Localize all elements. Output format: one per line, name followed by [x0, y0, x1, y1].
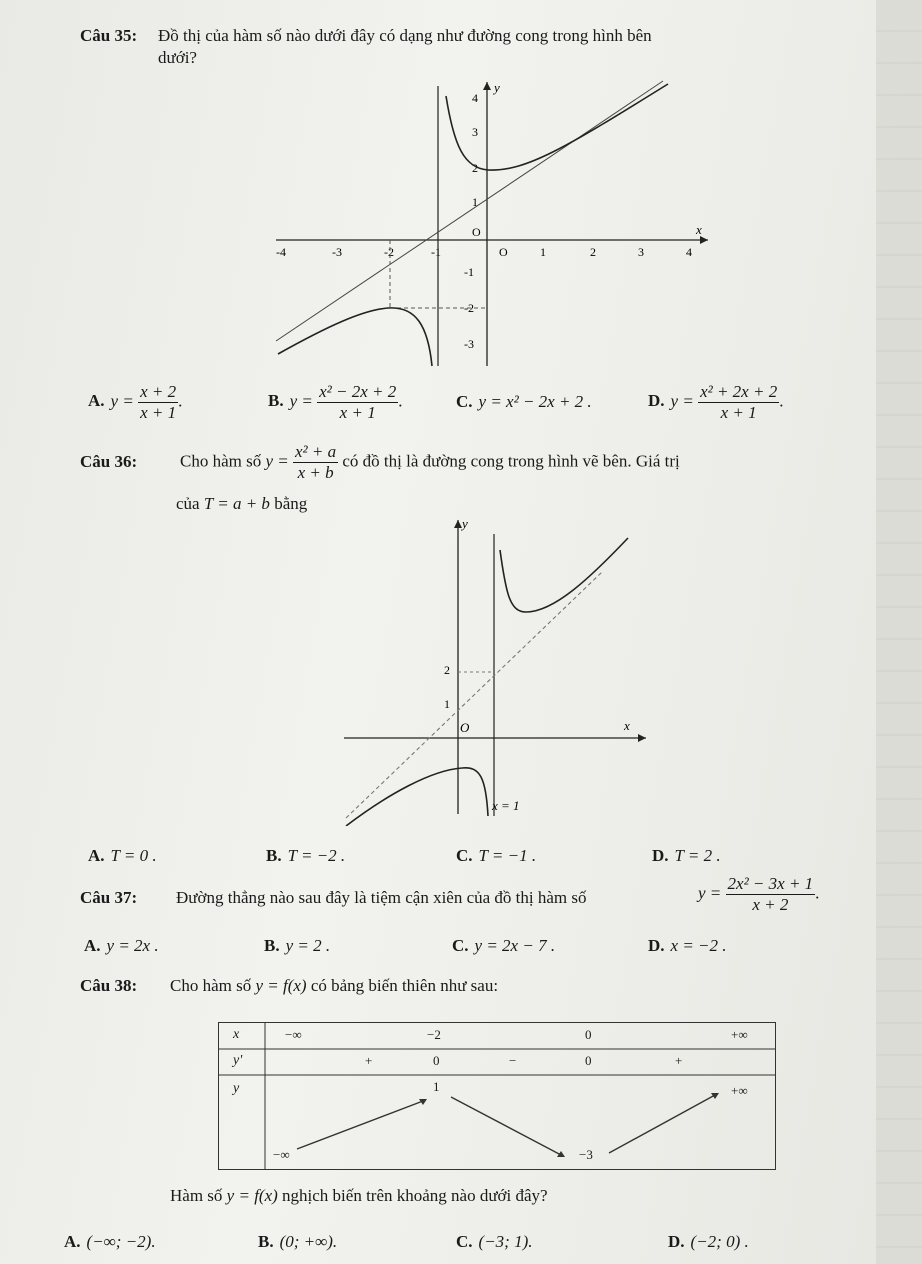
q35-xtick: -2 — [384, 245, 394, 259]
q36-option-c[interactable]: C. T = −1 . — [456, 846, 537, 865]
q38-label: Câu 38: — [80, 976, 138, 995]
q36-graph — [340, 514, 660, 826]
q36-x-arrow — [638, 734, 646, 742]
q35-ytick: -3 — [464, 337, 474, 351]
q35-y-ticks — [464, 91, 481, 351]
q35-xtick: -3 — [332, 245, 342, 259]
q35-xtick: 2 — [590, 245, 596, 259]
q36-tick-2: 2 — [444, 663, 450, 677]
row-label-yprime: y' — [233, 1053, 243, 1068]
q37-option-b[interactable]: B. y = 2 . — [264, 936, 331, 955]
sign: + — [365, 1053, 373, 1068]
y-value: −3 — [579, 1147, 593, 1162]
q35-option-d[interactable]: D. y = $\frac{\text{x² + 2x + 2}}{x + 1}$ . — [648, 382, 784, 422]
q38-text: Cho hàm số y = f(x) có bảng biến thiên như sau: — [170, 976, 499, 995]
q36-y-arrow — [454, 520, 462, 528]
q35-ytick: O — [472, 225, 481, 239]
q35-ytick: 4 — [472, 91, 478, 105]
q37-option-a[interactable]: A. y = 2x . — [84, 936, 159, 955]
q35-label: Câu 35: — [80, 26, 138, 45]
q36-label: Câu 36: — [80, 452, 138, 471]
q37-option-d[interactable]: D. x = −2 . — [648, 936, 727, 955]
sign: 0 — [585, 1053, 592, 1068]
arrow-increase — [297, 1101, 423, 1149]
q38-option-c[interactable]: C. (−3; 1). — [456, 1232, 533, 1251]
q35-curve-left — [278, 308, 432, 366]
q36-tick-1: 1 — [444, 697, 450, 711]
q37-option-c[interactable]: C. y = 2x − 7 . — [452, 936, 556, 955]
y-value: +∞ — [731, 1083, 748, 1098]
q35-xtick: 4 — [686, 245, 692, 259]
q35-ytick: 3 — [472, 125, 478, 139]
q38-question: Hàm số y = f(x) nghịch biến trên khoảng nào dưới đây? — [170, 1186, 548, 1205]
q35-xtick: 1 — [540, 245, 546, 259]
y-value: −∞ — [273, 1147, 290, 1162]
arrow-increase — [609, 1095, 715, 1153]
q35-xtick: 3 — [638, 245, 644, 259]
q35-ytick: -2 — [464, 301, 474, 315]
q35-xtick: -4 — [276, 245, 286, 259]
x-value: −∞ — [285, 1027, 302, 1042]
q35-text-line2: dưới? — [158, 48, 197, 67]
q35-x-label: x — [696, 222, 702, 237]
q36-origin: O — [460, 720, 470, 735]
sign: − — [509, 1053, 517, 1068]
q36-oblique-asymptote — [346, 572, 602, 818]
q35-graph — [268, 76, 728, 368]
q35-y-arrow — [483, 82, 491, 90]
q35-option-b[interactable]: B. y = $\frac{\text{x² − 2x + 2}}{x + 1}$ . — [268, 382, 403, 422]
q35-x-ticks — [276, 245, 692, 259]
q35-curve-right — [446, 84, 668, 170]
q35-x-arrow — [700, 236, 708, 244]
q35-option-c[interactable]: C. y = x² − 2x + 2 . — [456, 392, 592, 411]
q36-y-label: y — [462, 516, 468, 531]
q35-text: Đồ thị của hàm số nào dưới đây có dạng như đường cong trong hình bên — [158, 26, 652, 45]
variation-table-grid — [219, 1023, 775, 1169]
x-value: +∞ — [731, 1027, 748, 1042]
row-label-x: x — [233, 1027, 240, 1042]
q36-text-line2: của T = a + b bằng — [176, 494, 308, 513]
page-edge — [876, 0, 922, 1264]
q35-y-label: y — [494, 80, 500, 95]
q36-text: Cho hàm số y = $\frac{\text{x² + a}}{x + b}$ có đồ thị là đường cong trong hình vẽ bên. Giá trị — [180, 442, 680, 482]
q35-ytick: 1 — [472, 195, 478, 209]
q38-option-a[interactable]: A. (−∞; −2). — [64, 1232, 156, 1251]
q36-asymptote-label: x = 1 — [492, 798, 520, 813]
q35-xtick: O — [499, 245, 508, 259]
q37-function: y = $\frac{\text{2x² − 3x + 1}}{x + 2}$ . — [698, 874, 820, 914]
x-value: 0 — [585, 1027, 592, 1042]
q36-curve-right — [500, 538, 628, 612]
q35-ytick: 2 — [472, 161, 478, 175]
x-value: −2 — [427, 1027, 441, 1042]
row-label-y: y — [233, 1081, 240, 1096]
y-value: 1 — [433, 1079, 440, 1094]
sign: 0 — [433, 1053, 440, 1068]
arrow-decrease — [451, 1097, 561, 1155]
sign: + — [675, 1053, 683, 1068]
q35-option-a[interactable]: A. y = $\frac{x + 2}{x + 1}$ . — [88, 382, 183, 422]
q36-option-a[interactable]: A. T = 0 . — [88, 846, 157, 865]
q38-option-d[interactable]: D. (−2; 0) . — [668, 1232, 749, 1251]
q36-option-b[interactable]: B. T = −2 . — [266, 846, 346, 865]
q37-label: Câu 37: — [80, 888, 138, 907]
q35-ytick: -1 — [464, 265, 474, 279]
q38-option-b[interactable]: B. (0; +∞). — [258, 1232, 338, 1251]
variation-table — [218, 1022, 776, 1170]
q35-xtick: -1 — [431, 245, 441, 259]
q36-x-label: x — [624, 718, 630, 733]
q36-option-d[interactable]: D. T = 2 . — [652, 846, 721, 865]
q37-text: Đường thẳng nào sau đây là tiệm cận xiên của đồ thị hàm số — [176, 888, 587, 907]
